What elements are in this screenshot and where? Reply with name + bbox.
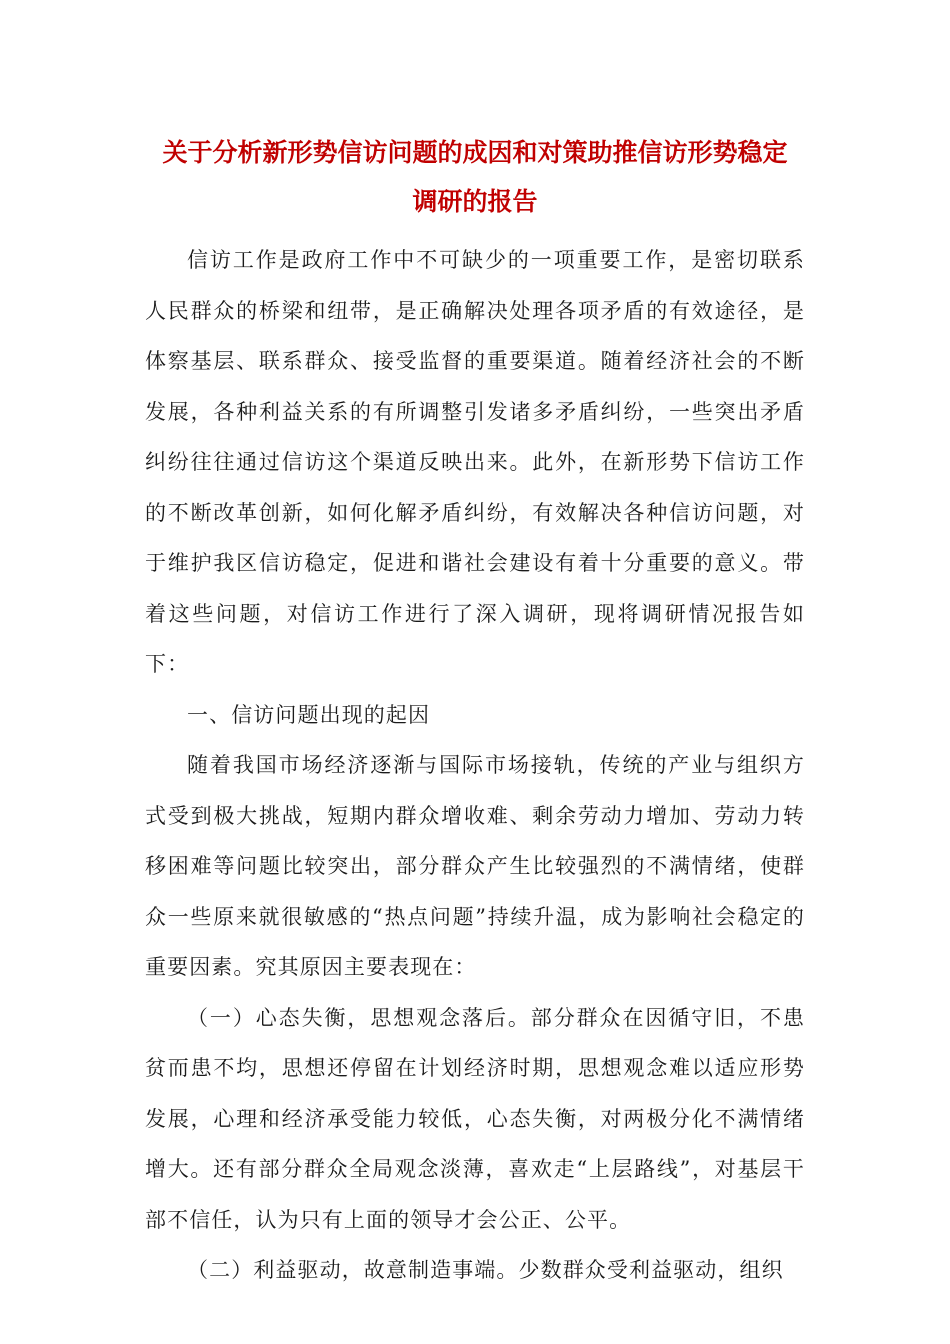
- paragraph-intro: 信访工作是政府工作中不可缺少的一项重要工作，是密切联系人民群众的桥梁和纽带，是正确解决处理各项矛盾的有效途径，是体察基层、联系群众、接受监督的重要渠道。随着经济社会的不断发展，各种利益关系的有所调整引发诸多矛盾纠纷，一些突出矛盾纠纷往往通过信访这个渠道反映出来。此外，在新形势下信访工作的不断改革创新，如何化解矛盾纠纷，有效解决各种信访问题，对于维护我区信访稳定，促进和谐社会建设有着十分重要的意义。带着这些问题，对信访工作进行了深入调研，现将调研情况报告如下：: [145, 248, 805, 676]
- paragraph-subsection-2: （二）利益驱动，故意制造事端。少数群众受利益驱动，组织: [187, 1258, 784, 1282]
- document-body: [145, 235, 805, 1296]
- document-title-line-1: 关于分析新形势信访问题的成因和对策助推信访形势稳定: [162, 138, 788, 167]
- document-title-line-2: 调研的报告: [412, 187, 538, 216]
- paragraph-subsection-1: （一）心态失衡，思想观念落后。部分群众在因循守旧，不患贫而患不均，思想还停留在计划经济时期，思想观念难以适应形势发展，心理和经济承受能力较低，心态失衡，对两极分化不满情绪增大。还有部分群众全局观念淡薄，喜欢走“上层路线”，对基层干部不信任，认为只有上面的领导才会公正、公平。: [145, 1005, 805, 1232]
- paragraph-section-1: 随着我国市场经济逐渐与国际市场接轨，传统的产业与组织方式受到极大挑战，短期内群众增收难、剩余劳动力增加、劳动力转移困难等问题比较突出，部分群众产生比较强烈的不满情绪，使群众一些原来就很敏感的“热点问题”持续升温，成为影响社会稳定的重要因素。究其原因主要表现在：: [145, 753, 805, 979]
- section-heading-1: 一、信访问题出现的起因: [187, 702, 431, 727]
